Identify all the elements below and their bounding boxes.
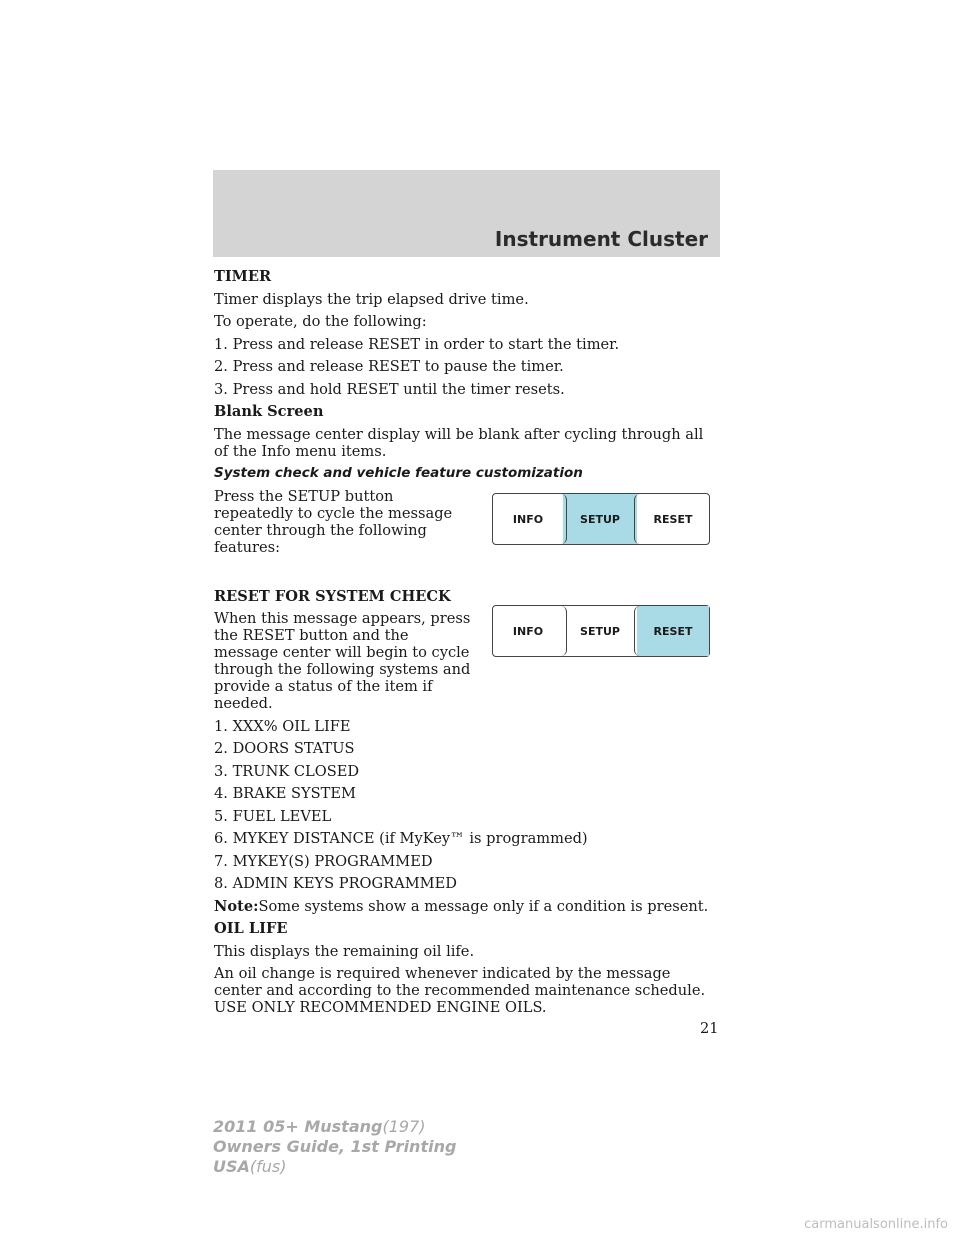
timer-description: Timer displays the trip elapsed drive time. [214, 290, 529, 308]
note-label: Note: [214, 897, 259, 915]
check-item: 2. DOORS STATUS [214, 740, 355, 757]
reset-heading: RESET FOR SYSTEM CHECK [214, 587, 451, 605]
footer [213, 1117, 456, 1177]
timer-heading: TIMER [214, 268, 272, 285]
timer-step: 2. Press and release RESET to pause the timer. [214, 358, 564, 375]
blank-screen-description: The message center display will be blank after cycling through all of the Info menu items. [214, 425, 704, 460]
reset-description: When this message appears, press the RESET button and the message center will begin to cycle through the following systems and provide a status of the item if needed. [214, 610, 471, 712]
oil-life-heading: OIL LIFE [214, 920, 288, 937]
footer-page-code: (197) [382, 1117, 426, 1136]
system-check-heading: System check and vehicle feature customization [214, 465, 583, 481]
check-item: 1. XXX% OIL LIFE [214, 717, 351, 735]
info-button: INFO [512, 512, 544, 526]
timer-step: 1. Press and release RESET in order to start the timer. [214, 335, 620, 353]
note [214, 898, 720, 915]
timer-intro: To operate, do the following: [214, 313, 427, 330]
reset-button-panel [492, 605, 710, 657]
check-item: 5. FUEL LEVEL [214, 807, 332, 825]
check-item: 4. BRAKE SYSTEM [214, 785, 356, 802]
reset-button: RESET [637, 606, 709, 656]
chapter-header [213, 170, 720, 257]
footer-region: USA [213, 1157, 250, 1176]
footer-guide: Owners Guide, 1st Printing [213, 1137, 457, 1156]
button-divider [560, 606, 567, 656]
setup-button: SETUP [580, 624, 620, 638]
check-item: 6. MYKEY DISTANCE (if MyKey™ is programmed) [214, 830, 588, 847]
button-divider [560, 494, 567, 544]
check-item: 8. ADMIN KEYS PROGRAMMED [214, 875, 457, 892]
footer-model: 2011 05+ Mustang [213, 1117, 383, 1136]
info-button: INFO [512, 624, 544, 638]
setup-button: SETUP [563, 494, 637, 544]
timer-step: 3. Press and hold RESET until the timer resets. [214, 380, 565, 398]
chapter-title: Instrument Cluster [494, 227, 708, 251]
reset-button: RESET [653, 512, 693, 526]
watermark: carmanualsonline.info [804, 1217, 948, 1232]
check-item: 7. MYKEY(S) PROGRAMMED [214, 852, 433, 870]
button-divider [634, 494, 641, 544]
footer-region-code: (fus) [249, 1157, 287, 1176]
setup-button-panel [492, 493, 710, 545]
blank-screen-heading: Blank Screen [214, 403, 324, 420]
note-text: Some systems show a message only if a condition is present. [258, 897, 709, 915]
check-item: 3. TRUNK CLOSED [214, 762, 360, 780]
oil-life-description: This displays the remaining oil life. [214, 942, 475, 960]
oil-change-description: An oil change is required whenever indicated by the message center and according to the recommended maintenance schedule. USE ONLY RECOMMENDED ENGINE OILS. [214, 965, 706, 1016]
button-divider [634, 606, 641, 656]
page-number: 21 [700, 1020, 719, 1037]
system-check-description: Press the SETUP button repeatedly to cycle the message center through the following features: [214, 487, 453, 556]
